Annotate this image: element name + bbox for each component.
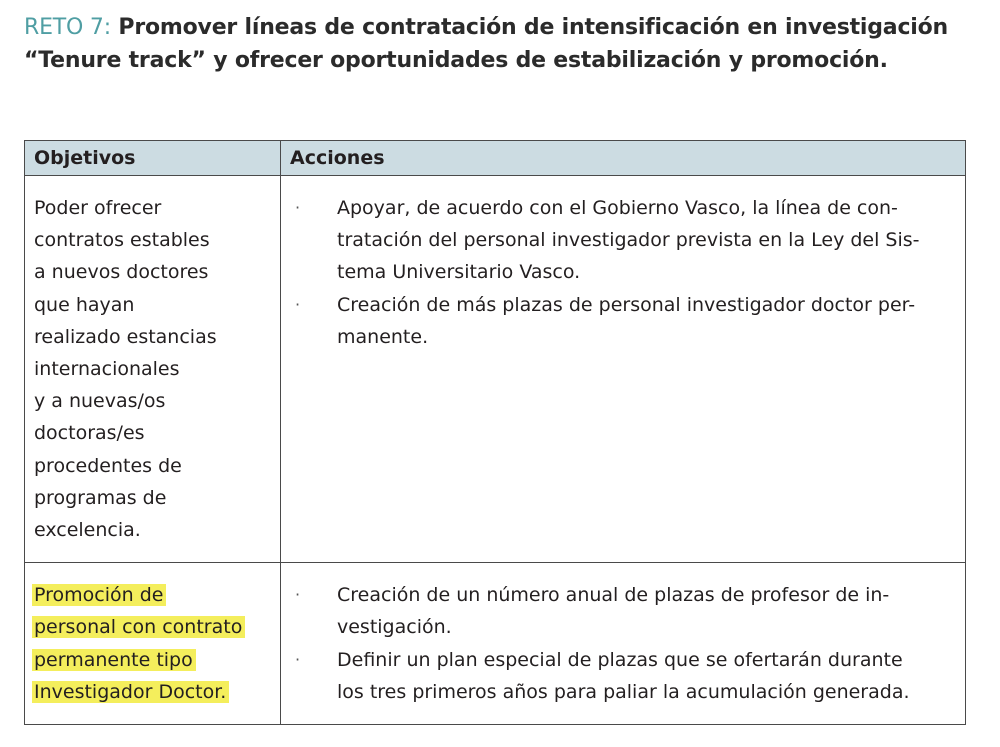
objective-line — [34, 224, 274, 256]
action-line: Creación de más plazas de personal investigador doctor per- — [337, 293, 916, 316]
action-line: Creación de un número anual de plazas de profesor de in- — [337, 584, 890, 607]
action-item — [295, 192, 955, 289]
challenge-label: RETO 7: — [24, 15, 111, 40]
highlighted-text: Promoción de — [32, 584, 166, 606]
objective-text: a nuevos doctores — [34, 261, 209, 284]
objective-line — [34, 514, 274, 546]
action-line: los tres primeros años para paliar la acumulación generada. — [337, 680, 910, 703]
bullet-dot: · — [295, 198, 301, 217]
highlighted-text: personal con contrato — [32, 616, 245, 638]
objective-line — [34, 256, 274, 288]
objective-line — [34, 417, 274, 449]
table-row — [25, 563, 966, 725]
bullet-dot: · — [295, 294, 301, 314]
objective-text: excelencia. — [34, 519, 141, 542]
heading-line-1 — [24, 11, 984, 44]
objective-line — [34, 579, 274, 611]
objective-text: programas de — [34, 486, 167, 509]
table-header-row — [25, 141, 966, 176]
action-line: vestigación. — [337, 616, 452, 639]
objective-cell — [25, 176, 281, 563]
objective-line — [34, 321, 274, 353]
objective-line — [34, 353, 274, 385]
objective-text: Poder ofrecer — [34, 197, 162, 219]
challenge-heading — [24, 11, 984, 77]
objective-line — [34, 385, 274, 417]
header-objetivos: Objetivos — [25, 141, 281, 176]
action-line: Apoyar, de acuerdo con el Gobierno Vasco, la línea de con- — [337, 197, 898, 219]
objective-line — [34, 611, 274, 643]
action-line: Definir un plan especial de plazas que se ofertarán durante — [337, 648, 903, 671]
heading-title-part-1: Promover líneas de contratación de intensificación en investigación — [118, 15, 949, 40]
objective-line — [34, 289, 274, 321]
objective-text: contratos estables — [34, 229, 210, 252]
objective-text: doctoras/es — [34, 422, 145, 445]
heading-title-part-2: “Tenure track” y ofrecer oportunidades de estabilización y promoción. — [24, 48, 888, 73]
action-item — [295, 644, 955, 708]
objective-text: procedentes de — [34, 454, 182, 477]
objective-text: y a nuevas/os — [34, 390, 166, 413]
objective-line — [34, 450, 274, 482]
highlighted-text: Investigador Doctor. — [32, 681, 229, 703]
objective-cell-highlighted — [25, 563, 281, 725]
table-row — [25, 176, 966, 563]
actions-cell — [281, 176, 966, 563]
action-item — [295, 289, 955, 353]
action-line: tratación del personal investigador prevista en la Ley del Sis- — [337, 229, 920, 252]
objective-text: que hayan — [34, 293, 135, 316]
highlighted-text: permanente tipo — [32, 649, 196, 671]
action-item — [295, 579, 955, 643]
objectives-actions-table — [24, 140, 966, 725]
bullet-dot: · — [295, 649, 301, 669]
objective-line — [34, 644, 274, 676]
objective-line — [34, 676, 274, 708]
objective-line — [34, 482, 274, 514]
header-acciones: Acciones — [281, 141, 966, 176]
objective-text: realizado estancias — [34, 325, 217, 348]
action-line: tema Universitario Vasco. — [337, 261, 581, 284]
actions-cell — [281, 563, 966, 725]
objective-text: internacionales — [34, 358, 180, 381]
action-line: manente. — [337, 325, 429, 348]
bullet-dot: · — [295, 585, 301, 605]
objective-line — [34, 192, 274, 224]
